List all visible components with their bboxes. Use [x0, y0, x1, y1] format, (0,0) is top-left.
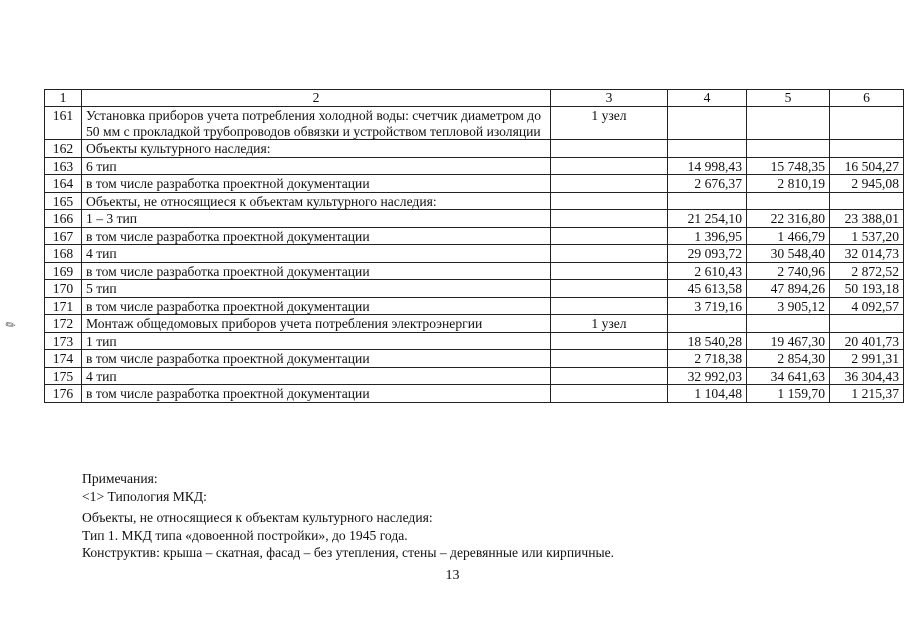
row-number: 165	[45, 192, 82, 210]
row-unit	[551, 385, 668, 403]
row-value-4: 1 396,95	[668, 227, 747, 245]
row-name: Объекты культурного наследия:	[82, 140, 551, 158]
row-value-5	[747, 192, 830, 210]
row-number: 170	[45, 280, 82, 298]
row-unit	[551, 350, 668, 368]
row-value-5	[747, 315, 830, 333]
row-unit	[551, 210, 668, 228]
row-unit: 1 узел	[551, 315, 668, 333]
row-name: в том числе разработка проектной документации	[82, 262, 551, 280]
row-value-5: 30 548,40	[747, 245, 830, 263]
row-value-6: 2 945,08	[830, 175, 904, 193]
header-col-1: 1	[45, 90, 82, 107]
row-value-6: 20 401,73	[830, 332, 904, 350]
row-value-4: 29 093,72	[668, 245, 747, 263]
row-value-6: 4 092,57	[830, 297, 904, 315]
price-table	[44, 89, 904, 403]
row-value-6	[830, 192, 904, 210]
row-number: 162	[45, 140, 82, 158]
row-value-5: 1 159,70	[747, 385, 830, 403]
row-number: 164	[45, 175, 82, 193]
row-number: 173	[45, 332, 82, 350]
row-number: 176	[45, 385, 82, 403]
row-value-4: 18 540,28	[668, 332, 747, 350]
header-col-3: 3	[551, 90, 668, 107]
row-number: 161	[45, 107, 82, 140]
header-col-6: 6	[830, 90, 904, 107]
row-value-5: 1 466,79	[747, 227, 830, 245]
row-unit	[551, 367, 668, 385]
row-value-4	[668, 315, 747, 333]
row-value-6	[830, 107, 904, 140]
row-value-6: 23 388,01	[830, 210, 904, 228]
table-row	[45, 385, 904, 403]
row-value-6	[830, 315, 904, 333]
row-unit	[551, 140, 668, 158]
table-row	[45, 332, 904, 350]
row-name: Объекты, не относящиеся к объектам культурного наследия:	[82, 192, 551, 210]
row-value-6	[830, 140, 904, 158]
row-unit	[551, 157, 668, 175]
header-col-4: 4	[668, 90, 747, 107]
row-name: в том числе разработка проектной документации	[82, 385, 551, 403]
table-row	[45, 157, 904, 175]
row-value-4: 2 676,37	[668, 175, 747, 193]
row-name: Установка приборов учета потребления холодной воды: счетчик диаметром до 50 мм с прокладкой трубопроводов обвязки и устройством тепловой изоляции	[82, 107, 551, 140]
row-value-6: 1 215,37	[830, 385, 904, 403]
row-value-5: 3 905,12	[747, 297, 830, 315]
table-row	[45, 107, 904, 140]
row-value-4: 2 718,38	[668, 350, 747, 368]
row-value-5: 34 641,63	[747, 367, 830, 385]
row-value-6: 2 872,52	[830, 262, 904, 280]
row-unit	[551, 227, 668, 245]
row-number: 174	[45, 350, 82, 368]
table-row	[45, 262, 904, 280]
row-value-4: 32 992,03	[668, 367, 747, 385]
row-name: 4 тип	[82, 245, 551, 263]
table-row	[45, 210, 904, 228]
row-value-6: 1 537,20	[830, 227, 904, 245]
row-value-5: 15 748,35	[747, 157, 830, 175]
row-value-4	[668, 140, 747, 158]
table-row	[45, 227, 904, 245]
row-value-4: 3 719,16	[668, 297, 747, 315]
row-value-4	[668, 107, 747, 140]
row-value-6: 2 991,31	[830, 350, 904, 368]
row-name: 1 тип	[82, 332, 551, 350]
notes-line: Тип 1. МКД типа «довоенной постройки», до 1945 года.	[82, 527, 408, 543]
row-value-5: 47 894,26	[747, 280, 830, 298]
row-value-6: 16 504,27	[830, 157, 904, 175]
row-value-4: 21 254,10	[668, 210, 747, 228]
table-row	[45, 297, 904, 315]
row-name: 4 тип	[82, 367, 551, 385]
row-number: 171	[45, 297, 82, 315]
row-unit	[551, 262, 668, 280]
table-row	[45, 245, 904, 263]
row-number: 172	[45, 315, 82, 333]
row-unit	[551, 280, 668, 298]
table-row	[45, 367, 904, 385]
notes-reference: <1> Типология МКД:	[82, 488, 207, 504]
row-number: 166	[45, 210, 82, 228]
row-name: в том числе разработка проектной документации	[82, 227, 551, 245]
notes-line: Объекты, не относящиеся к объектам культурного наследия:	[82, 510, 433, 525]
row-name: в том числе разработка проектной документации	[82, 297, 551, 315]
row-number: 175	[45, 367, 82, 385]
row-unit: 1 узел	[551, 107, 668, 140]
row-value-6: 36 304,43	[830, 367, 904, 385]
row-value-5	[747, 107, 830, 140]
header-col-5: 5	[747, 90, 830, 107]
row-value-5: 2 854,30	[747, 350, 830, 368]
notes-heading: Примечания:	[82, 471, 158, 486]
row-name: в том числе разработка проектной документации	[82, 350, 551, 368]
row-name: Монтаж общедомовых приборов учета потребления электроэнергии	[82, 315, 551, 333]
row-value-6: 32 014,73	[830, 245, 904, 263]
row-value-5: 22 316,80	[747, 210, 830, 228]
row-name: 5 тип	[82, 280, 551, 298]
row-name: 6 тип	[82, 157, 551, 175]
table-row	[45, 350, 904, 368]
margin-mark-icon: ✎	[2, 316, 19, 334]
row-value-5	[747, 140, 830, 158]
header-col-2: 2	[82, 90, 551, 107]
table-row	[45, 280, 904, 298]
row-value-4	[668, 192, 747, 210]
row-number: 168	[45, 245, 82, 263]
row-value-5: 2 740,96	[747, 262, 830, 280]
row-number: 169	[45, 262, 82, 280]
page-number: 13	[445, 568, 460, 583]
row-unit	[551, 245, 668, 263]
row-number: 163	[45, 157, 82, 175]
row-name: 1 – 3 тип	[82, 210, 551, 228]
row-name: в том числе разработка проектной документации	[82, 175, 551, 193]
row-value-5: 2 810,19	[747, 175, 830, 193]
table-row	[45, 192, 904, 210]
row-unit	[551, 175, 668, 193]
notes-line: Конструктив: крыша – скатная, фасад – без утепления, стены – деревянные или кирпичные.	[82, 545, 615, 560]
table-header-row	[45, 90, 904, 107]
table-row	[45, 315, 904, 333]
table-row	[45, 175, 904, 193]
notes-section	[82, 470, 614, 562]
row-unit	[551, 332, 668, 350]
row-value-6: 50 193,18	[830, 280, 904, 298]
row-value-5: 19 467,30	[747, 332, 830, 350]
row-number: 167	[45, 227, 82, 245]
row-value-4: 1 104,48	[668, 385, 747, 403]
row-unit	[551, 297, 668, 315]
table-row	[45, 140, 904, 158]
row-value-4: 45 613,58	[668, 280, 747, 298]
row-value-4: 2 610,43	[668, 262, 747, 280]
row-unit	[551, 192, 668, 210]
row-value-4: 14 998,43	[668, 157, 747, 175]
